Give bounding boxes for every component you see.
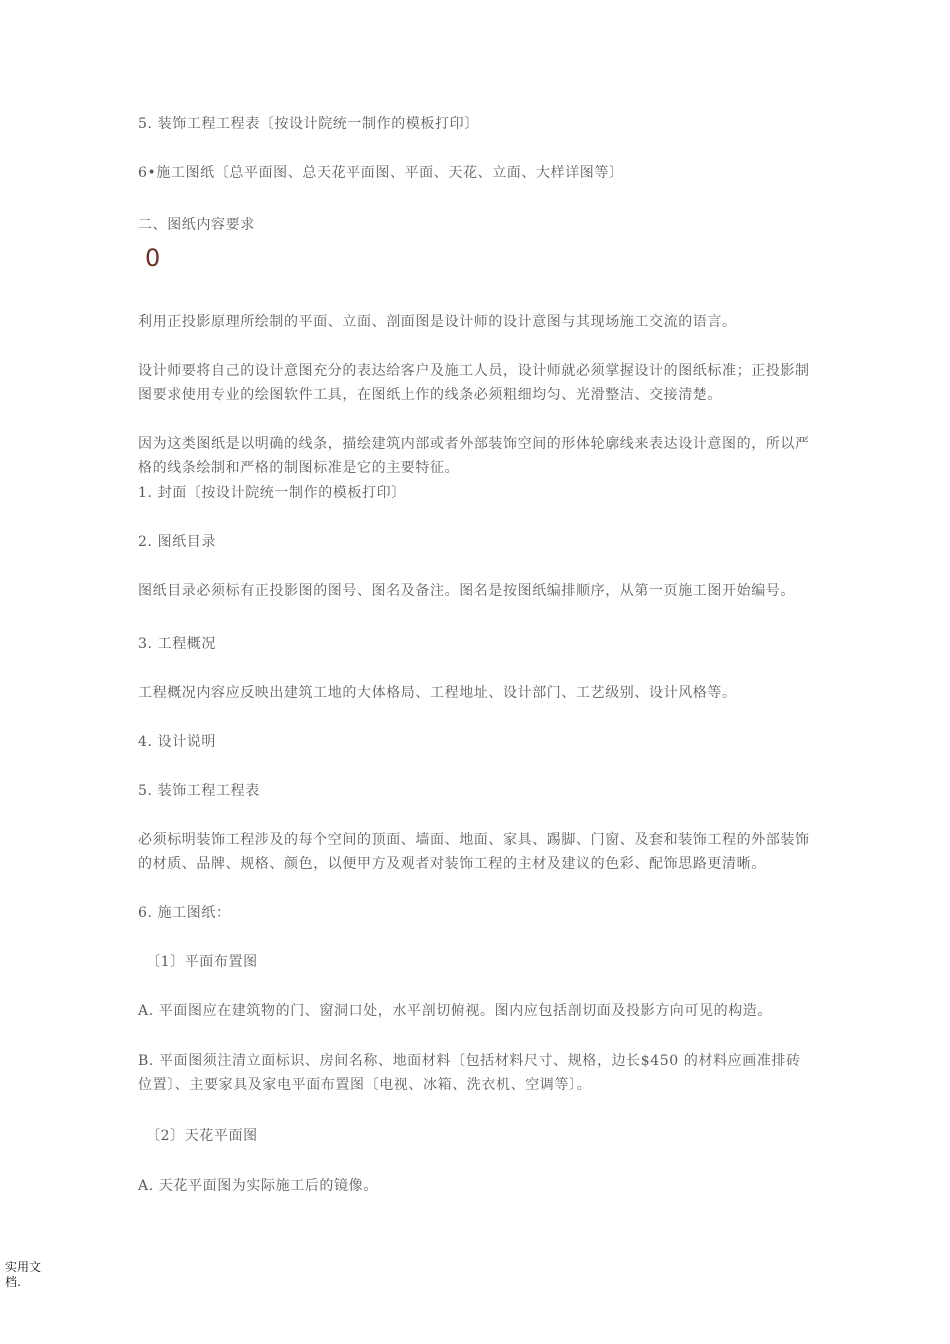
item-project-overview: 3. 工程概况 [138,636,217,652]
paragraph-drawing-index: 图纸目录必须标有正投影图的图号、图名及备注。图名是按图纸编排顺序，从第一页施工图开始编号。 [138,583,795,599]
subitem-ceiling-plan: 〔2〕天花平面图 [146,1128,258,1144]
line-decoration-table-print: 5. 装饰工程工程表〔按设计院统一制作的模板打印〕 [138,116,479,132]
section-heading-drawing-requirements: 二、图纸内容要求 [138,217,255,233]
line-construction-drawings-list: 6•施工图纸〔总平面图、总天花平面图、平面、天花、立面、大样详图等〕 [138,165,624,181]
paragraph-floor-plan-a: A. 平面图应在建筑物的门、窗洞口处，水平剖切俯视。图内应包括剖切面及投影方向可见的构造。 [138,1003,773,1019]
footer-label: 实用文档. [5,1260,42,1289]
item-drawing-index: 2. 图纸目录 [138,534,217,550]
paragraph-orthographic-projection: 利用正投影原理所绘制的平面、立面、剖面图是设计师的设计意图与其现场施工交流的语言。 [138,314,737,330]
item-construction-drawings: 6. 施工图纸： [138,905,231,921]
paragraph-decoration-table: 必须标明装饰工程涉及的每个空间的顶面、墙面、地面、家具、踢脚、门窗、及套和装饰工程的外部装饰的材质、品牌、规格、颜色，以便甲方及观者对装饰工程的主材及建议的色彩、配饰思路更清晰。 [138,832,810,872]
subitem-floor-layout: 〔1〕平面布置图 [146,954,258,970]
paragraph-ceiling-plan-a: A. 天花平面图为实际施工后的镜像。 [138,1178,378,1194]
large-zero-mark: 0 [145,244,161,272]
paragraph-project-overview: 工程概况内容应反映出建筑工地的大体格局、工程地址、设计部门、工艺级别、设计风格等。 [138,685,737,701]
item-design-notes: 4. 设计说明 [138,734,217,750]
paragraph-designer-standards: 设计师要将自己的设计意图充分的表达给客户及施工人员，设计师就必须掌握设计的图纸标准；正投影制图要求使用专业的绘图软件工具，在图纸上作的线条必须粗细均匀、光滑整洁、交接清楚。 [138,363,810,403]
item-decoration-table: 5. 装饰工程工程表 [138,783,260,799]
paragraph-floor-plan-b: B. 平面图须注清立面标识、房间名称、地面材料〔包括材料尺寸、规格，边长$450 的材料应画准排砖位置〕、主要家具及家电平面布置图〔电视、冰箱、洗衣机、空调等〕。 [138,1053,801,1093]
paragraph-line-features: 因为这类图纸是以明确的线条，描绘建筑内部或者外部装饰空间的形体轮廓线来表达设计意图的，所以严格的线条绘制和严格的制图标准是它的主要特征。 [138,436,810,476]
item-cover: 1. 封面〔按设计院统一制作的模板打印〕 [138,485,406,501]
